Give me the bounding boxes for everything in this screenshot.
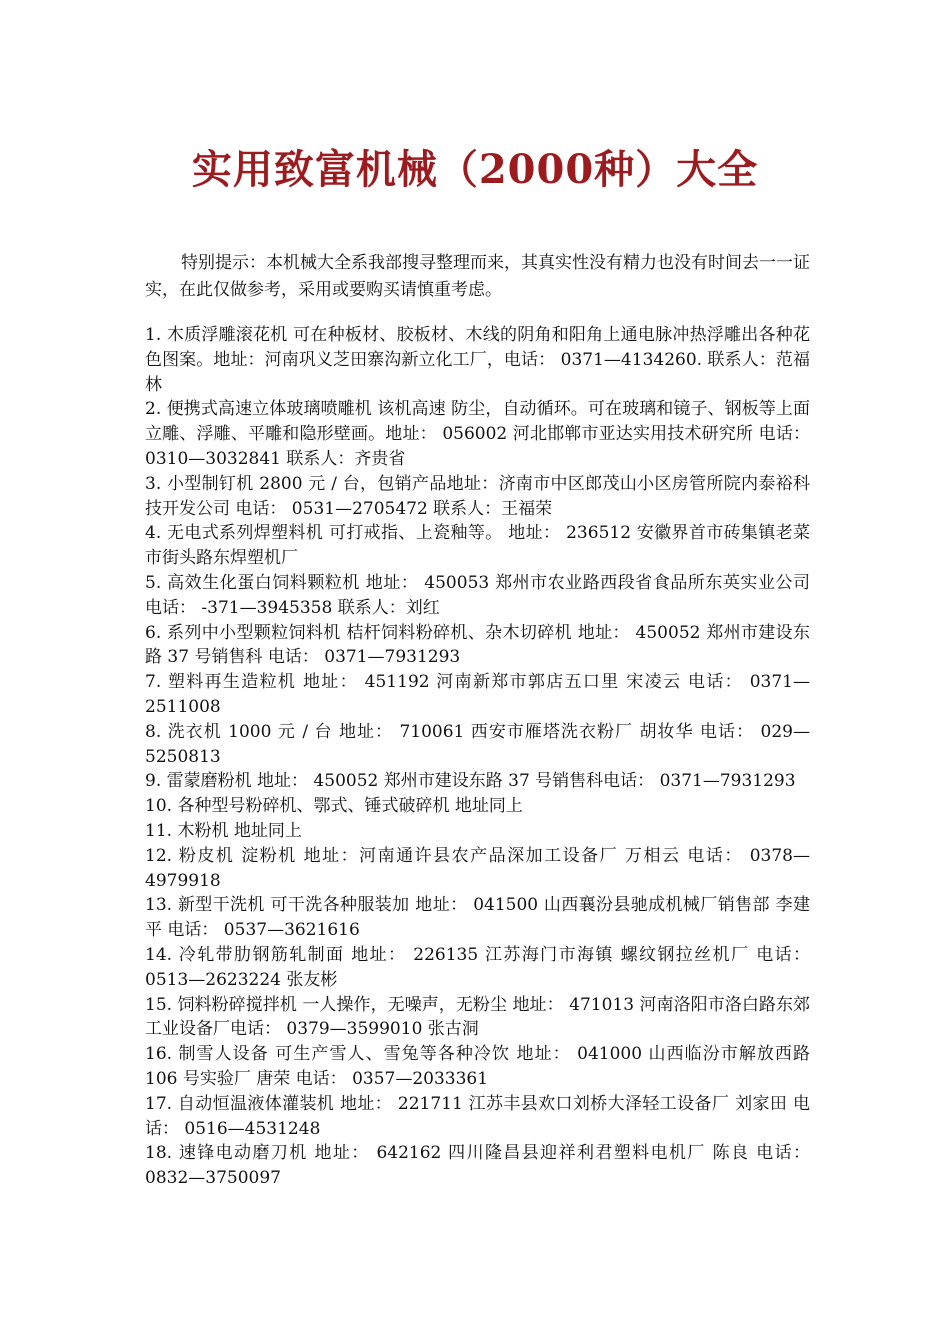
list-item: 3. 小型制钉机 2800 元 / 台，包销产品地址：济南市中区郎茂山小区房管所院内泰裕科技开发公司 电话： 0531—2705472 联系人：王福荣 — [145, 473, 810, 519]
list-item: 5. 高效生化蛋白饲料颗粒机 地址： 450053 郑州市农业路西段省食品所东英实业公司 电话： -371—3945358 联系人：刘红 — [145, 572, 810, 618]
list-item: 12. 粉皮机 淀粉机 地址：河南通许县农产品深加工设备厂 万相云 电话： 0378—4979918 — [145, 845, 810, 891]
list-item: 4. 无电式系列焊塑料机 可打戒指、上瓷釉等。 地址： 236512 安徽界首市砖集镇老菜市街头路东焊塑机厂 — [145, 523, 810, 569]
list-item: 8. 洗衣机 1000 元 / 台 地址： 710061 西安市雁塔洗衣粉厂 胡妆华 电话： 029—5250813 — [145, 721, 810, 767]
list-item: 17. 自动恒温液体灌装机 地址： 221711 江苏丰县欢口刘桥大泽轻工设备厂 刘家田 电话： 0516—4531248 — [145, 1093, 810, 1139]
list-item: 15. 饲料粉碎搅拌机 一人操作，无噪声，无粉尘 地址： 471013 河南洛阳市洛白路东郊工业设备厂电话： 0379—3599010 张古洞 — [145, 994, 810, 1040]
list-item: 14. 冷轧带肋钢筋轧制面 地址： 226135 江苏海门市海镇 螺纹钢拉丝机厂 电话： 0513—2623224 张友彬 — [145, 944, 810, 990]
list-item: 10. 各种型号粉碎机、鄂式、锤式破碎机 地址同上 — [145, 796, 523, 817]
list-item: 7. 塑料再生造粒机 地址： 451192 河南新郑市郭店五口里 宋凌云 电话： 0371—2511008 — [145, 672, 810, 717]
machine-list — [145, 323, 810, 1191]
notice-paragraph: 特别提示：本机械大全系我部搜寻整理而来，其真实性没有精力也没有时间去一一证实，在此仅做参考，采用或要购买请慎重考虑。 — [145, 253, 810, 300]
document-title: 实用致富机械（2000种）大全 — [191, 146, 759, 193]
list-item: 1. 木质浮雕滚花机 可在种板材、胶板材、木线的阴角和阳角上通电脉冲热浮雕出各种花色图案。地址：河南巩义芝田寨沟新立化工厂，电话： 0371—4134260. 联系人：范福林 — [145, 325, 810, 395]
list-item: 6. 系列中小型颗粒饲料机 桔杆饲料粉碎机、杂木切碎机 地址： 450052 郑州市建设东路 37 号销售科 电话： 0371—7931293 — [145, 622, 810, 668]
list-item: 9. 雷蒙磨粉机 地址： 450052 郑州市建设东路 37 号销售科电话： 0371—7931293 — [145, 771, 796, 792]
list-item: 18. 速锋电动磨刀机 地址： 642162 四川隆昌县迎祥利君塑料电机厂 陈良 电话： 0832—3750097 — [145, 1143, 810, 1189]
list-item: 16. 制雪人设备 可生产雪人、雪兔等各种冷饮 地址： 041000 山西临汾市解放西路 106 号实验厂 唐荣 电话： 0357—2033361 — [145, 1044, 810, 1089]
list-item: 11. 木粉机 地址同上 — [145, 820, 302, 841]
list-item: 13. 新型干洗机 可干洗各种服装加 地址： 041500 山西襄汾县驰成机械厂销售部 李建平 电话： 0537—3621616 — [145, 895, 810, 941]
list-item: 2. 便携式高速立体玻璃喷雕机 该机高速 防尘，自动循环。可在玻璃和镜子、钢板等上面立雕、浮雕、平雕和隐形壁画。地址： 056002 河北邯郸市亚达实用技术研究所 电话： 0310—3032841 联系人：齐贵省 — [145, 399, 810, 469]
